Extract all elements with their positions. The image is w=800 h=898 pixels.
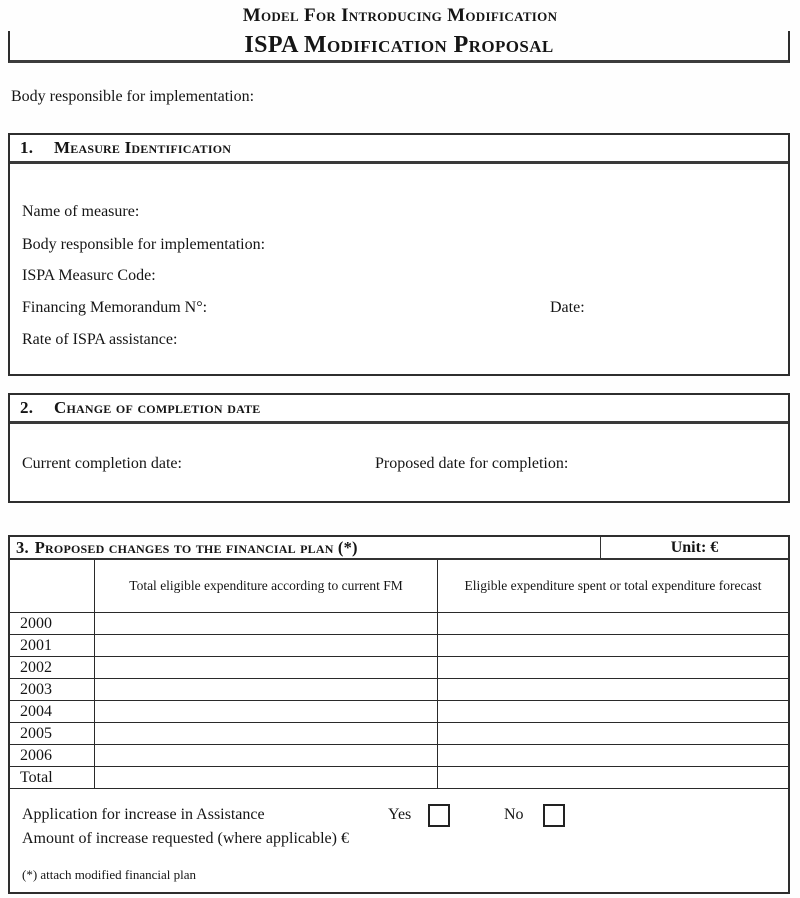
current-fm-cell	[95, 745, 438, 766]
body-responsible-field-label: Body responsible for implementation:	[22, 236, 266, 253]
spent-forecast-cell	[438, 657, 788, 678]
no-label: No	[504, 806, 524, 823]
measure-code-label: ISPA Measurc Code:	[22, 267, 156, 284]
year-cell: 2003	[10, 679, 95, 700]
unit-label: Unit: €	[670, 539, 719, 556]
amount-of-increase-label: Amount of increase requested (where applicable) €	[22, 830, 349, 847]
financing-memorandum-label: Financing Memorandum N°:	[22, 299, 208, 316]
total-label-cell: Total	[10, 767, 95, 788]
current-fm-cell	[95, 635, 438, 656]
year-cell: 2005	[10, 723, 95, 744]
document-title: ISPA Modification Proposal	[244, 32, 554, 58]
no-checkbox[interactable]	[543, 804, 565, 827]
section1-number: 1.	[20, 138, 34, 157]
section3-title-cell	[10, 537, 601, 558]
table-header-row	[10, 560, 788, 613]
section-financial-plan	[8, 535, 790, 894]
rate-of-assistance-label: Rate of ISPA assistance:	[22, 331, 178, 348]
name-of-measure-label: Name of measure:	[22, 203, 140, 220]
section2-number: 2.	[20, 398, 34, 417]
table-total-row	[10, 767, 788, 789]
table-row	[10, 679, 788, 701]
yes-checkbox[interactable]	[428, 804, 450, 827]
table-row	[10, 613, 788, 635]
section3-header	[10, 537, 788, 560]
date-label: Date:	[550, 299, 585, 316]
section3-title: Proposed changes to the financial plan (*)	[34, 538, 358, 557]
year-cell: 2004	[10, 701, 95, 722]
spent-forecast-cell	[438, 613, 788, 634]
section2-title: Change of completion date	[54, 398, 261, 417]
current-fm-cell	[95, 723, 438, 744]
spent-forecast-total-cell	[438, 767, 788, 788]
section1-title: Measure Identification	[54, 138, 232, 157]
year-column-header	[10, 560, 95, 612]
title-box	[8, 31, 790, 63]
current-fm-cell	[95, 701, 438, 722]
footnote: (*) attach modified financial plan	[22, 867, 196, 882]
year-cell: 2000	[10, 613, 95, 634]
current-fm-cell	[95, 613, 438, 634]
yes-label: Yes	[388, 806, 412, 823]
spent-forecast-cell	[438, 723, 788, 744]
year-cell: 2006	[10, 745, 95, 766]
spent-forecast-column-header: Eligible expenditure spent or total expenditure forecast	[464, 578, 762, 593]
current-completion-date-label: Current completion date:	[22, 455, 182, 472]
current-fm-column-header: Total eligible expenditure according to current FM	[95, 560, 438, 612]
table-row	[10, 701, 788, 723]
year-cell: 2002	[10, 657, 95, 678]
current-fm-total-cell	[95, 767, 438, 788]
spent-forecast-cell	[438, 745, 788, 766]
year-cell: 2001	[10, 635, 95, 656]
table-row	[10, 635, 788, 657]
proposed-completion-date-label: Proposed date for completion:	[375, 455, 569, 472]
section3-number: 3.	[16, 538, 29, 557]
document-supertitle: Model For Introducing Modification	[242, 5, 558, 26]
current-fm-cell	[95, 679, 438, 700]
table-row	[10, 745, 788, 767]
section-measure-identification	[8, 133, 790, 376]
section2-header	[10, 395, 788, 424]
table-row	[10, 723, 788, 745]
section-change-of-completion-date	[8, 393, 790, 503]
section1-header	[10, 135, 788, 164]
spent-forecast-cell	[438, 701, 788, 722]
application-increase-label: Application for increase in Assistance	[22, 806, 265, 823]
application-block	[10, 789, 788, 888]
spent-forecast-cell	[438, 679, 788, 700]
body-responsible-label: Body responsible for implementation:	[11, 88, 255, 105]
spent-forecast-cell	[438, 635, 788, 656]
current-fm-cell	[95, 657, 438, 678]
table-row	[10, 657, 788, 679]
